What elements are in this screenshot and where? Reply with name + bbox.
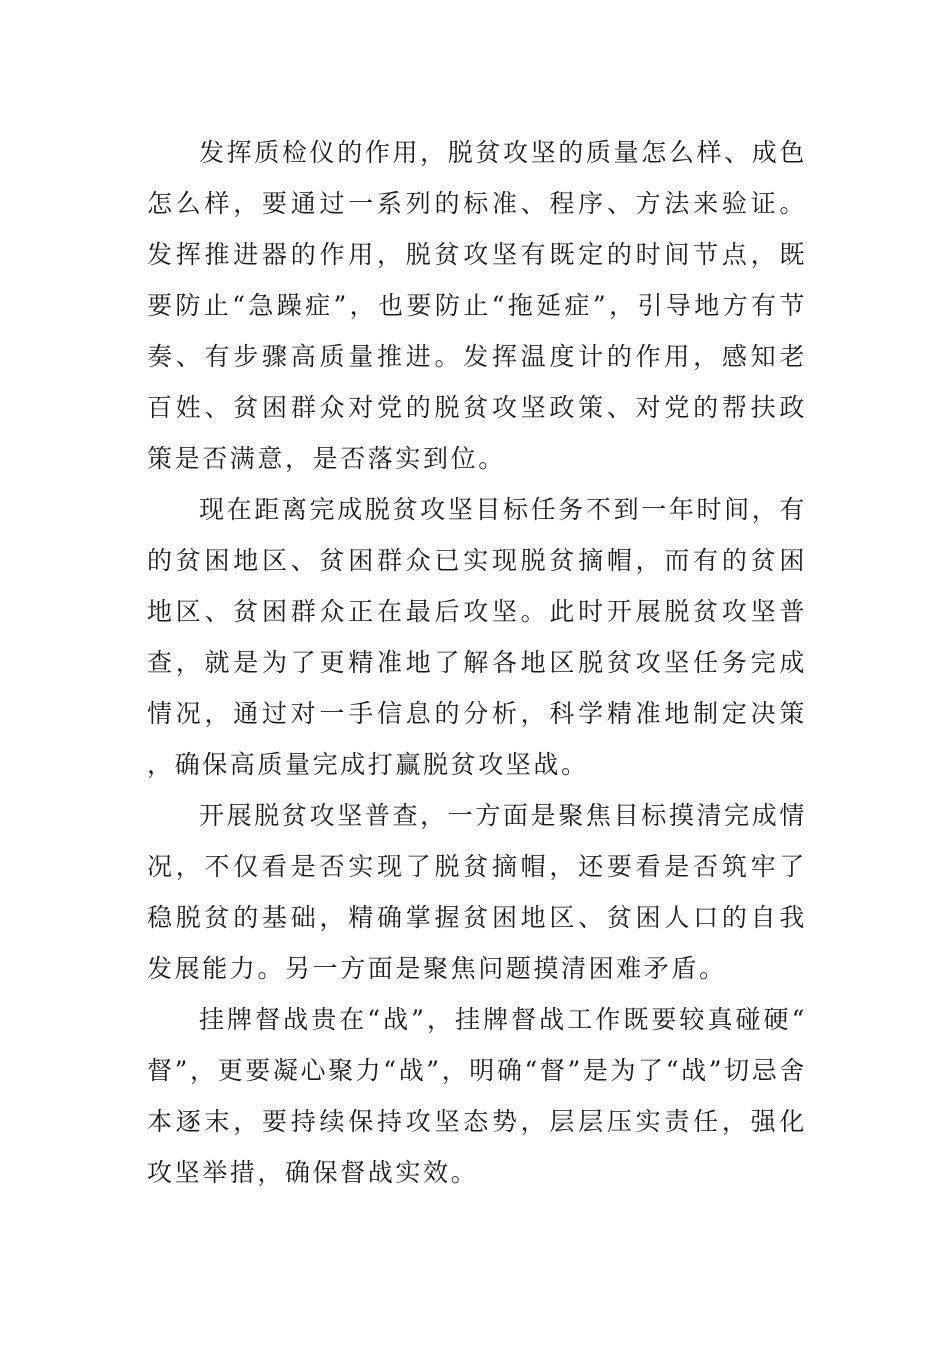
paragraph-census-timing: 现在距离完成脱贫攻坚目标任务不到一年时间，有的贫困地区、贫困群众已实现脱贫摘帽，而有的贫困地区、贫困群众正在最后攻坚。此时开展脱贫攻坚普查，就是为了更精准地了解各地区脱贫攻坚任务完成情况，通过对一手信息的分析，科学精准地制定决策，确保高质量完成打赢脱贫攻坚战。 bbox=[147, 495, 807, 779]
paragraph-quality-inspector: 发挥质检仪的作用，脱贫攻坚的质量怎么样、成色怎么样，要通过一系列的标准、程序、方法来验证。发挥推进器的作用，脱贫攻坚有既定的时间节点，既要防止“急躁症”，也要防止“拖延症”，引导地方有节奏、有步骤高质量推进。发挥温度计的作用，感知老百姓、贫困群众对党的脱贫攻坚政策、对党的帮扶政策是否满意，是否落实到位。 bbox=[147, 138, 807, 473]
paragraph-census-goals: 开展脱贫攻坚普查，一方面是聚焦目标摸清完成情况，不仅看是否实现了脱贫摘帽，还要看是否筑牢了稳脱贫的基础，精确掌握贫困地区、贫困人口的自我发展能力。另一方面是聚焦问题摸清困难矛盾。 bbox=[147, 801, 807, 983]
paragraph-supervision-battle: 挂牌督战贵在“战”，挂牌督战工作既要较真碰硬“督”，更要凝心聚力“战”，明确“督”是为了“战”切忌舍本逐末，要持续保持攻坚态势，层层压实责任，强化攻坚举措，确保督战实效。 bbox=[147, 1005, 807, 1187]
document-body bbox=[147, 127, 807, 1198]
